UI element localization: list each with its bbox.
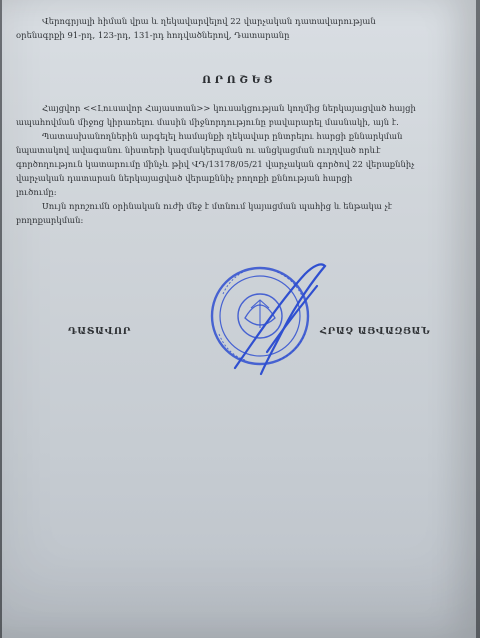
body-line-7: լուծումը: [16, 187, 57, 197]
body-line-6: վարչական դատարան ներկայացված վերաքննիչ բողոքի քննության հարցի [16, 173, 353, 183]
body-line-8: Սույն որոշումն օրինական ուժի մեջ է մտնում կայացման պահից և ենթակա չէ [42, 201, 393, 211]
body-line-2: ապահովման միջոց կիրառելու մասին միջնորդությունը բավարարել մասնակի, այն է. [16, 117, 399, 127]
body-line-9: բողոքարկման: [16, 215, 84, 225]
court-seal-stamp [205, 256, 335, 386]
intro-line-1: Վերոգրյալի հիման վրա և ղեկավարվելով 22 վարչական դատավարության [42, 16, 376, 26]
signature-judge-name: ՀՐԱՉ ԱՅՎԱԶՅԱՆ [320, 326, 431, 337]
body-line-5: գործողություն կատարումը մինչև թիվ ՎԴ/13178/05/21 վարչական գործով 22 վերաքննիչ [16, 159, 415, 169]
body-line-3: Պատասխանողներին արգելել համայնքի ղեկավար ընտրելու հարցի քննարկման [42, 131, 403, 141]
intro-line-2: օրենսգրքի 91-րդ, 123-րդ, 131-րդ հոդվածներով, Դատարանը [16, 30, 290, 40]
body-line-1: Հայցվոր <<Լուսավոր Հայաստան>> կուսակցության կողմից ներկայացված հայցի [42, 103, 416, 113]
signature-title-judge: ԴԱՏԱՎՈՐ [68, 326, 132, 337]
body-line-4: նպատակով ավագանու նիստերի կազմակերպման ու անցկացման ուղղված որևէ [16, 145, 381, 155]
decision-title: ՈՐՈՇԵՑ [201, 74, 277, 86]
document-page [2, 0, 476, 638]
